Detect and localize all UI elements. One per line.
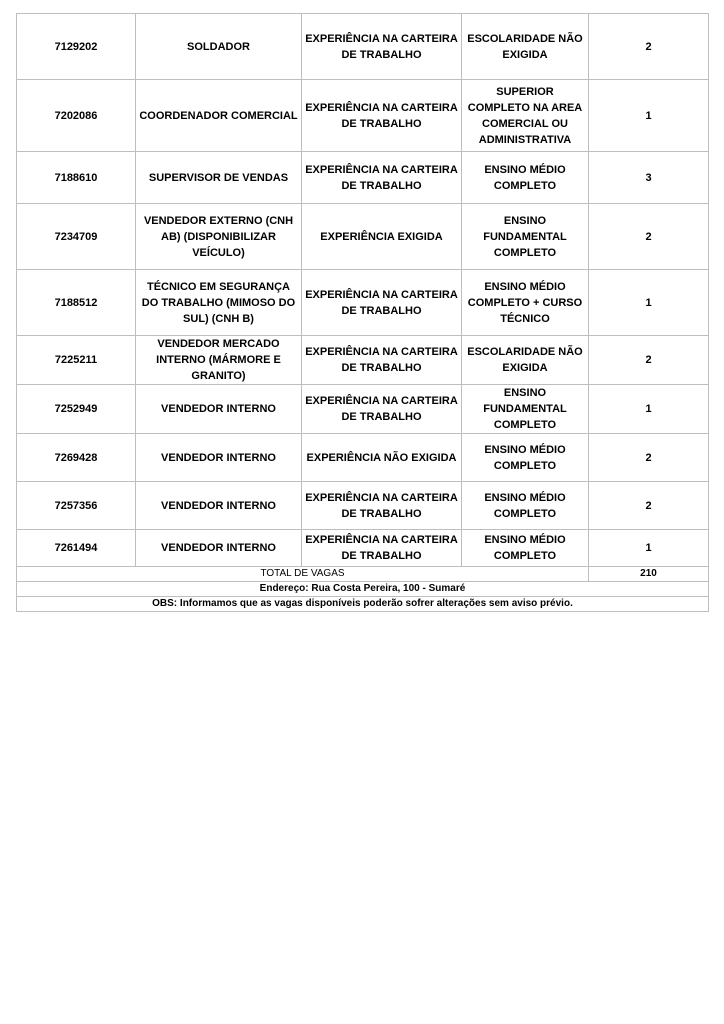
job-vacancies: 1 [589, 270, 709, 336]
note-text: OBS: Informamos que as vagas disponíveis poderão sofrer alterações sem aviso prévio. [17, 597, 709, 612]
job-education: ENSINO FUNDAMENTAL COMPLETO [462, 204, 589, 270]
job-education: ESCOLARIDADE NÃO EXIGIDA [462, 14, 589, 80]
table-row [17, 204, 709, 270]
job-title: VENDEDOR EXTERNO (CNH AB) (DISPONIBILIZAR VEÍCULO) [136, 204, 302, 270]
job-experience: EXPERIÊNCIA NA CARTEIRA DE TRABALHO [302, 530, 462, 567]
job-education: ENSINO MÉDIO COMPLETO [462, 152, 589, 204]
job-vacancies: 2 [589, 482, 709, 530]
job-title: VENDEDOR INTERNO [136, 530, 302, 567]
job-code: 7252949 [17, 385, 136, 434]
job-experience: EXPERIÊNCIA NA CARTEIRA DE TRABALHO [302, 270, 462, 336]
job-education: ENSINO MÉDIO COMPLETO + CURSO TÉCNICO [462, 270, 589, 336]
job-experience: EXPERIÊNCIA NÃO EXIGIDA [302, 434, 462, 482]
job-vacancies: 1 [589, 530, 709, 567]
job-experience: EXPERIÊNCIA NA CARTEIRA DE TRABALHO [302, 152, 462, 204]
job-vacancies: 1 [589, 385, 709, 434]
job-title: VENDEDOR MERCADO INTERNO (MÁRMORE E GRANITO) [136, 336, 302, 385]
job-code: 7234709 [17, 204, 136, 270]
job-experience: EXPERIÊNCIA NA CARTEIRA DE TRABALHO [302, 80, 462, 152]
job-experience: EXPERIÊNCIA NA CARTEIRA DE TRABALHO [302, 482, 462, 530]
table-row [17, 152, 709, 204]
job-education: ENSINO MÉDIO COMPLETO [462, 482, 589, 530]
job-vacancies: 3 [589, 152, 709, 204]
job-code: 7188512 [17, 270, 136, 336]
table-row [17, 336, 709, 385]
job-education: ENSINO MÉDIO COMPLETO [462, 434, 589, 482]
job-vacancies: 2 [589, 14, 709, 80]
job-code: 7202086 [17, 80, 136, 152]
table-row [17, 530, 709, 567]
job-title: SOLDADOR [136, 14, 302, 80]
total-value: 210 [589, 567, 709, 582]
job-code: 7261494 [17, 530, 136, 567]
job-education: ENSINO FUNDAMENTAL COMPLETO [462, 385, 589, 434]
job-experience: EXPERIÊNCIA NA CARTEIRA DE TRABALHO [302, 14, 462, 80]
job-vacancies: 2 [589, 204, 709, 270]
job-title: COORDENADOR COMERCIAL [136, 80, 302, 152]
job-experience: EXPERIÊNCIA EXIGIDA [302, 204, 462, 270]
address-text: Endereço: Rua Costa Pereira, 100 - Sumaré [17, 582, 709, 597]
job-vacancies: 2 [589, 434, 709, 482]
table-row [17, 270, 709, 336]
table-row [17, 80, 709, 152]
job-code: 7188610 [17, 152, 136, 204]
job-education: ENSINO MÉDIO COMPLETO [462, 530, 589, 567]
job-title: VENDEDOR INTERNO [136, 385, 302, 434]
table-row [17, 385, 709, 434]
job-vacancies-table [16, 13, 709, 612]
job-vacancies: 2 [589, 336, 709, 385]
job-education: ESCOLARIDADE NÃO EXIGIDA [462, 336, 589, 385]
job-code: 7129202 [17, 14, 136, 80]
job-education: SUPERIOR COMPLETO NA AREA COMERCIAL OU ADMINISTRATIVA [462, 80, 589, 152]
job-title: TÉCNICO EM SEGURANÇA DO TRABALHO (MIMOSO DO SUL) (CNH B) [136, 270, 302, 336]
table-row [17, 434, 709, 482]
note-row [17, 597, 709, 612]
job-code: 7225211 [17, 336, 136, 385]
job-vacancies: 1 [589, 80, 709, 152]
address-row [17, 582, 709, 597]
job-code: 7257356 [17, 482, 136, 530]
job-code: 7269428 [17, 434, 136, 482]
total-row [17, 567, 709, 582]
job-experience: EXPERIÊNCIA NA CARTEIRA DE TRABALHO [302, 385, 462, 434]
job-title: VENDEDOR INTERNO [136, 434, 302, 482]
table-row [17, 482, 709, 530]
job-title: VENDEDOR INTERNO [136, 482, 302, 530]
table-row [17, 14, 709, 80]
job-title: SUPERVISOR DE VENDAS [136, 152, 302, 204]
job-experience: EXPERIÊNCIA NA CARTEIRA DE TRABALHO [302, 336, 462, 385]
total-label: TOTAL DE VAGAS [17, 567, 589, 582]
